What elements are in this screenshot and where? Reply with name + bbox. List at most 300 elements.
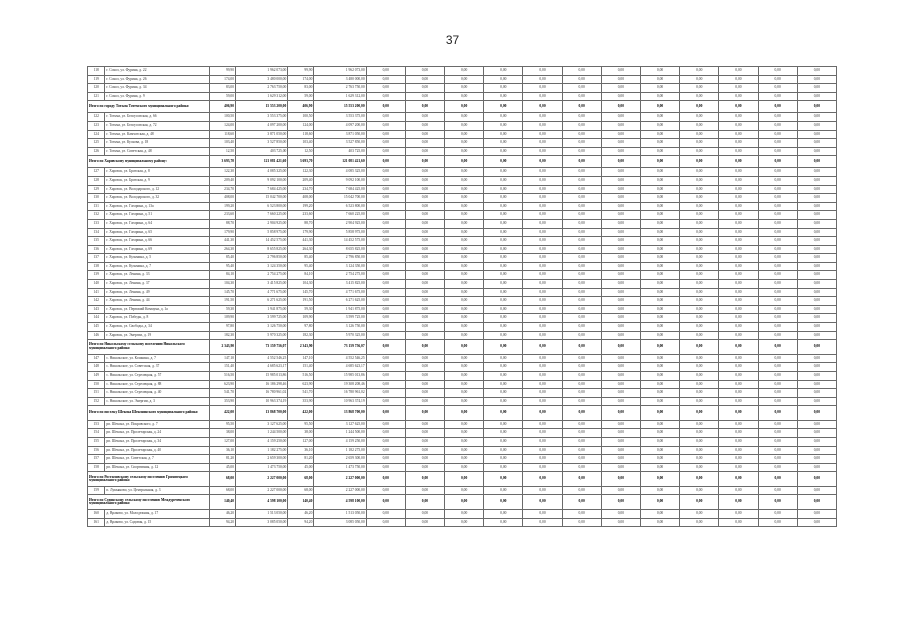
zero-value-cell: 0,00: [797, 194, 836, 203]
zero-value-cell: 0,00: [562, 185, 601, 194]
area-cell: 103,40: [209, 139, 235, 148]
zero-value-cell: 0,00: [640, 363, 679, 372]
zero-value-cell: 0,00: [562, 472, 601, 487]
zero-value-cell: 0,00: [445, 84, 484, 93]
area-total-cell: 46,20: [288, 509, 314, 518]
zero-value-cell: 0,00: [484, 130, 523, 139]
zero-value-cell: 0,00: [445, 168, 484, 177]
zero-value-cell: 0,00: [601, 185, 640, 194]
zero-value-cell: 0,00: [758, 340, 797, 355]
zero-value-cell: 0,00: [562, 455, 601, 464]
row-number-cell: 121: [88, 92, 105, 101]
zero-value-cell: 0,00: [484, 228, 523, 237]
zero-value-cell: 0,00: [484, 314, 523, 323]
row-number-cell: 136: [88, 245, 105, 254]
zero-value-cell: 0,00: [719, 340, 758, 355]
zero-value-cell: 0,00: [405, 176, 444, 185]
zero-value-cell: 0,00: [797, 121, 836, 130]
table-row: [88, 168, 837, 177]
zero-value-cell: 0,00: [758, 211, 797, 220]
cost-cell: 4 552 546,25: [236, 354, 288, 363]
zero-value-cell: 0,00: [366, 262, 405, 271]
area-cell: 124,00: [209, 121, 235, 130]
table-body: [88, 67, 837, 527]
zero-value-cell: 0,00: [601, 202, 640, 211]
area-cell: 140,40: [209, 495, 235, 510]
zero-value-cell: 0,00: [797, 211, 836, 220]
area-cell: 85,40: [209, 254, 235, 263]
zero-value-cell: 0,00: [797, 420, 836, 429]
zero-value-cell: 0,00: [445, 176, 484, 185]
zero-value-cell: 0,00: [484, 354, 523, 363]
table-row: [88, 429, 837, 438]
zero-value-cell: 0,00: [405, 237, 444, 246]
zero-value-cell: 0,00: [445, 194, 484, 203]
zero-value-cell: 0,00: [445, 297, 484, 306]
zero-value-cell: 0,00: [797, 156, 836, 168]
zero-value-cell: 0,00: [405, 288, 444, 297]
zero-value-cell: 0,00: [719, 202, 758, 211]
zero-value-cell: 0,00: [405, 340, 444, 355]
zero-value-cell: 0,00: [445, 486, 484, 495]
zero-value-cell: 0,00: [562, 509, 601, 518]
zero-value-cell: 0,00: [484, 495, 523, 510]
table-row: [88, 147, 837, 156]
area-total-cell: 408,00: [288, 194, 314, 203]
area-total-cell: 95,40: [288, 262, 314, 271]
zero-value-cell: 0,00: [366, 156, 405, 168]
zero-value-cell: 0,00: [562, 113, 601, 122]
zero-value-cell: 0,00: [366, 323, 405, 332]
zero-value-cell: 0,00: [366, 509, 405, 518]
zero-value-cell: 0,00: [758, 121, 797, 130]
zero-value-cell: 0,00: [758, 202, 797, 211]
row-number-cell: 130: [88, 194, 105, 203]
zero-value-cell: 0,00: [445, 262, 484, 271]
zero-value-cell: 0,00: [484, 297, 523, 306]
zero-value-cell: 0,00: [758, 262, 797, 271]
address-cell: г. Харовск, ул. Ленина, д. 49: [105, 288, 210, 297]
zero-value-cell: 0,00: [523, 121, 562, 130]
zero-value-cell: 0,00: [484, 323, 523, 332]
address-cell: г. Тотьма, ул. Белоусовская, д. 72: [105, 121, 210, 130]
zero-value-cell: 0,00: [562, 245, 601, 254]
zero-value-cell: 0,00: [640, 297, 679, 306]
zero-value-cell: 0,00: [601, 340, 640, 355]
zero-value-cell: 0,00: [719, 323, 758, 332]
zero-value-cell: 0,00: [445, 455, 484, 464]
zero-value-cell: 0,00: [405, 113, 444, 122]
table-row: [88, 389, 837, 398]
zero-value-cell: 0,00: [758, 305, 797, 314]
zero-value-cell: 0,00: [523, 495, 562, 510]
zero-value-cell: 0,00: [719, 194, 758, 203]
zero-value-cell: 0,00: [523, 237, 562, 246]
area-cell: 408,00: [209, 194, 235, 203]
zero-value-cell: 0,00: [797, 185, 836, 194]
zero-value-cell: 0,00: [640, 84, 679, 93]
zero-value-cell: 0,00: [366, 518, 405, 527]
zero-value-cell: 0,00: [640, 271, 679, 280]
zero-value-cell: 0,00: [484, 202, 523, 211]
zero-value-cell: 0,00: [562, 211, 601, 220]
zero-value-cell: 0,00: [797, 271, 836, 280]
zero-value-cell: 0,00: [562, 305, 601, 314]
area-total-cell: 406,90: [288, 101, 314, 113]
zero-value-cell: 0,00: [758, 194, 797, 203]
zero-value-cell: 0,00: [366, 202, 405, 211]
area-total-cell: 109,90: [288, 314, 314, 323]
area-cell: 191,50: [209, 297, 235, 306]
zero-value-cell: 0,00: [758, 139, 797, 148]
zero-value-cell: 0,00: [601, 67, 640, 76]
zero-value-cell: 0,00: [719, 420, 758, 429]
zero-value-cell: 0,00: [758, 455, 797, 464]
zero-value-cell: 0,00: [405, 147, 444, 156]
table-row: [88, 139, 837, 148]
zero-value-cell: 0,00: [680, 245, 719, 254]
zero-value-cell: 0,00: [797, 305, 836, 314]
area-total-cell: 3 693,70: [288, 156, 314, 168]
zero-value-cell: 0,00: [680, 305, 719, 314]
address-cell: рп. Шексна, ул. Спортивная, д. 12: [105, 463, 210, 472]
zero-value-cell: 0,00: [366, 437, 405, 446]
cost-total-cell: 1 629 312,00: [314, 92, 366, 101]
zero-value-cell: 0,00: [523, 314, 562, 323]
zero-value-cell: 0,00: [680, 331, 719, 340]
zero-value-cell: 0,00: [366, 254, 405, 263]
zero-value-cell: 0,00: [758, 420, 797, 429]
zero-value-cell: 0,00: [445, 420, 484, 429]
area-total-cell: 12,50: [288, 147, 314, 156]
zero-value-cell: 0,00: [445, 495, 484, 510]
subtotal-row: [88, 406, 837, 421]
zero-value-cell: 0,00: [719, 437, 758, 446]
zero-value-cell: 0,00: [758, 406, 797, 421]
zero-value-cell: 0,00: [405, 67, 444, 76]
zero-value-cell: 0,00: [405, 363, 444, 372]
area-cell: 68,00: [209, 486, 235, 495]
zero-value-cell: 0,00: [445, 463, 484, 472]
zero-value-cell: 0,00: [640, 518, 679, 527]
zero-value-cell: 0,00: [484, 185, 523, 194]
zero-value-cell: 0,00: [523, 297, 562, 306]
zero-value-cell: 0,00: [680, 297, 719, 306]
zero-value-cell: 0,00: [523, 406, 562, 421]
zero-value-cell: 0,00: [366, 245, 405, 254]
area-cell: 36,10: [209, 446, 235, 455]
zero-value-cell: 0,00: [758, 67, 797, 76]
area-total-cell: 233,60: [288, 211, 314, 220]
zero-value-cell: 0,00: [366, 280, 405, 289]
zero-value-cell: 0,00: [484, 84, 523, 93]
table-row: [88, 305, 837, 314]
zero-value-cell: 0,00: [680, 67, 719, 76]
cost-total-cell: 2 796 850,00: [314, 254, 366, 263]
address-cell: г. Сокол, ул. Фурина, д. 9: [105, 92, 210, 101]
zero-value-cell: 0,00: [719, 211, 758, 220]
zero-value-cell: 0,00: [719, 262, 758, 271]
zero-value-cell: 0,00: [523, 262, 562, 271]
subtotal-row: [88, 340, 837, 355]
address-cell: г. Харовск, ул. Ленина, д. 33: [105, 271, 210, 280]
cost-cell: 2 763 750,00: [236, 84, 288, 93]
table-row: [88, 245, 837, 254]
zero-value-cell: 0,00: [680, 340, 719, 355]
zero-value-cell: 0,00: [484, 420, 523, 429]
zero-value-cell: 0,00: [758, 397, 797, 406]
zero-value-cell: 0,00: [366, 228, 405, 237]
zero-value-cell: 0,00: [445, 75, 484, 84]
zero-value-cell: 0,00: [758, 380, 797, 389]
address-cell: с. Никольское, ул. Кошкина, д. 7: [105, 354, 210, 363]
subtotal-label: Итого по городу Тотьма Тотемского муниципального района:: [88, 101, 210, 113]
zero-value-cell: 0,00: [445, 254, 484, 263]
area-cell: 422,00: [209, 406, 235, 421]
zero-value-cell: 0,00: [562, 194, 601, 203]
zero-value-cell: 0,00: [758, 168, 797, 177]
zero-value-cell: 0,00: [758, 92, 797, 101]
zero-value-cell: 0,00: [405, 455, 444, 464]
zero-value-cell: 0,00: [680, 176, 719, 185]
zero-value-cell: 0,00: [562, 75, 601, 84]
zero-value-cell: 0,00: [523, 288, 562, 297]
zero-value-cell: 0,00: [405, 168, 444, 177]
area-total-cell: 59,00: [288, 92, 314, 101]
zero-value-cell: 0,00: [797, 113, 836, 122]
zero-value-cell: 0,00: [797, 446, 836, 455]
zero-value-cell: 0,00: [445, 202, 484, 211]
zero-value-cell: 0,00: [640, 130, 679, 139]
zero-value-cell: 0,00: [484, 262, 523, 271]
zero-value-cell: 0,00: [797, 75, 836, 84]
cost-total-cell: 4 685 623,17: [314, 363, 366, 372]
zero-value-cell: 0,00: [680, 420, 719, 429]
zero-value-cell: 0,00: [366, 455, 405, 464]
zero-value-cell: 0,00: [640, 354, 679, 363]
area-total-cell: 68,00: [288, 472, 314, 487]
address-cell: г. Харовск, ул. Победы, д. 8: [105, 314, 210, 323]
zero-value-cell: 0,00: [562, 92, 601, 101]
cost-cell: 10 963 374,19: [236, 397, 288, 406]
zero-value-cell: 0,00: [719, 92, 758, 101]
zero-value-cell: 0,00: [758, 495, 797, 510]
zero-value-cell: 0,00: [405, 429, 444, 438]
cost-cell: 16 186 298,46: [236, 380, 288, 389]
zero-value-cell: 0,00: [719, 397, 758, 406]
zero-value-cell: 0,00: [719, 331, 758, 340]
zero-value-cell: 0,00: [640, 245, 679, 254]
zero-value-cell: 0,00: [366, 371, 405, 380]
zero-value-cell: 0,00: [484, 446, 523, 455]
zero-value-cell: 0,00: [601, 245, 640, 254]
zero-value-cell: 0,00: [523, 280, 562, 289]
cost-total-cell: 8 655 825,00: [314, 245, 366, 254]
area-cell: 182,30: [209, 331, 235, 340]
cost-cell: 4 598 100,00: [236, 495, 288, 510]
zero-value-cell: 0,00: [758, 147, 797, 156]
zero-value-cell: 0,00: [719, 245, 758, 254]
zero-value-cell: 0,00: [562, 176, 601, 185]
zero-value-cell: 0,00: [640, 314, 679, 323]
zero-value-cell: 0,00: [523, 92, 562, 101]
zero-value-cell: 0,00: [366, 463, 405, 472]
zero-value-cell: 0,00: [680, 288, 719, 297]
zero-value-cell: 0,00: [758, 323, 797, 332]
zero-value-cell: 0,00: [445, 130, 484, 139]
zero-value-cell: 0,00: [719, 254, 758, 263]
row-number-cell: 160: [88, 509, 105, 518]
zero-value-cell: 0,00: [601, 176, 640, 185]
cost-total-cell: 5 970 325,00: [314, 331, 366, 340]
zero-value-cell: 0,00: [523, 363, 562, 372]
table-row: [88, 271, 837, 280]
row-number-cell: 118: [88, 67, 105, 76]
zero-value-cell: 0,00: [523, 340, 562, 355]
area-total-cell: 179,90: [288, 228, 314, 237]
table-row: [88, 92, 837, 101]
cost-total-cell: 73 159 756,07: [314, 340, 366, 355]
zero-value-cell: 0,00: [680, 219, 719, 228]
row-number-cell: 128: [88, 176, 105, 185]
zero-value-cell: 0,00: [405, 305, 444, 314]
table-row: [88, 211, 837, 220]
zero-value-cell: 0,00: [601, 280, 640, 289]
zero-value-cell: 0,00: [758, 185, 797, 194]
zero-value-cell: 0,00: [680, 406, 719, 421]
row-number-cell: 154: [88, 429, 105, 438]
zero-value-cell: 0,00: [719, 472, 758, 487]
zero-value-cell: 0,00: [445, 331, 484, 340]
zero-value-cell: 0,00: [797, 219, 836, 228]
zero-value-cell: 0,00: [366, 363, 405, 372]
cost-cell: 403 725,00: [236, 147, 288, 156]
zero-value-cell: 0,00: [562, 228, 601, 237]
cost-total-cell: 4 097 200,00: [314, 121, 366, 130]
zero-value-cell: 0,00: [680, 389, 719, 398]
cost-cell: 9 092 100,00: [236, 176, 288, 185]
zero-value-cell: 0,00: [719, 509, 758, 518]
zero-value-cell: 0,00: [719, 363, 758, 372]
area-cell: 94,20: [209, 518, 235, 527]
zero-value-cell: 0,00: [445, 314, 484, 323]
zero-value-cell: 0,00: [797, 262, 836, 271]
zero-value-cell: 0,00: [484, 271, 523, 280]
row-number-cell: 135: [88, 237, 105, 246]
zero-value-cell: 0,00: [562, 130, 601, 139]
zero-value-cell: 0,00: [601, 518, 640, 527]
address-cell: г. Харовск, ул. Гагарина, д. 65: [105, 228, 210, 237]
zero-value-cell: 0,00: [601, 121, 640, 130]
zero-value-cell: 0,00: [719, 486, 758, 495]
area-cell: 95,40: [209, 262, 235, 271]
zero-value-cell: 0,00: [445, 323, 484, 332]
zero-value-cell: 0,00: [405, 495, 444, 510]
zero-value-cell: 0,00: [523, 380, 562, 389]
zero-value-cell: 0,00: [719, 314, 758, 323]
zero-value-cell: 0,00: [405, 84, 444, 93]
zero-value-cell: 0,00: [523, 228, 562, 237]
zero-value-cell: 0,00: [601, 139, 640, 148]
cost-total-cell: 3 480 000,00: [314, 75, 366, 84]
zero-value-cell: 0,00: [797, 176, 836, 185]
zero-value-cell: 0,00: [562, 323, 601, 332]
zero-value-cell: 0,00: [601, 437, 640, 446]
cost-total-cell: 3 085 050,00: [314, 518, 366, 527]
subtotal-row: [88, 495, 837, 510]
zero-value-cell: 0,00: [797, 331, 836, 340]
zero-value-cell: 0,00: [680, 429, 719, 438]
cost-cell: 8 655 825,00: [236, 245, 288, 254]
zero-value-cell: 0,00: [366, 297, 405, 306]
zero-value-cell: 0,00: [758, 130, 797, 139]
zero-value-cell: 0,00: [758, 288, 797, 297]
zero-value-cell: 0,00: [680, 211, 719, 220]
zero-value-cell: 0,00: [366, 168, 405, 177]
zero-value-cell: 0,00: [719, 406, 758, 421]
zero-value-cell: 0,00: [601, 288, 640, 297]
area-total-cell: 94,20: [288, 518, 314, 527]
zero-value-cell: 0,00: [562, 429, 601, 438]
zero-value-cell: 0,00: [523, 219, 562, 228]
table-row: [88, 228, 837, 237]
zero-value-cell: 0,00: [640, 380, 679, 389]
area-cell: 209,40: [209, 176, 235, 185]
address-cell: рп. Шексна, ул. Пролетарская, д. 24: [105, 429, 210, 438]
zero-value-cell: 0,00: [405, 245, 444, 254]
zero-value-cell: 0,00: [445, 371, 484, 380]
zero-value-cell: 0,00: [484, 509, 523, 518]
zero-value-cell: 0,00: [797, 406, 836, 421]
zero-value-cell: 0,00: [601, 228, 640, 237]
cost-cell: 3 085 050,00: [236, 518, 288, 527]
area-cell: 45,00: [209, 463, 235, 472]
zero-value-cell: 0,00: [366, 314, 405, 323]
subtotal-row: [88, 156, 837, 168]
zero-value-cell: 0,00: [680, 518, 719, 527]
cost-total-cell: 3 527 850,00: [314, 139, 366, 148]
zero-value-cell: 0,00: [366, 237, 405, 246]
zero-value-cell: 0,00: [484, 67, 523, 76]
zero-value-cell: 0,00: [680, 75, 719, 84]
zero-value-cell: 0,00: [680, 363, 719, 372]
zero-value-cell: 0,00: [366, 219, 405, 228]
zero-value-cell: 0,00: [445, 406, 484, 421]
zero-value-cell: 0,00: [445, 101, 484, 113]
area-cell: 84,10: [209, 271, 235, 280]
zero-value-cell: 0,00: [445, 237, 484, 246]
zero-value-cell: 0,00: [484, 92, 523, 101]
address-cell: г. Харовск, ул. Гагарина, д. 13а: [105, 202, 210, 211]
zero-value-cell: 0,00: [405, 437, 444, 446]
zero-value-cell: 0,00: [601, 297, 640, 306]
zero-value-cell: 0,00: [797, 297, 836, 306]
zero-value-cell: 0,00: [405, 463, 444, 472]
table-row: [88, 331, 837, 340]
cost-cell: 1 513 050,00: [236, 509, 288, 518]
zero-value-cell: 0,00: [405, 331, 444, 340]
cost-cell: 4 085 325,00: [236, 168, 288, 177]
zero-value-cell: 0,00: [366, 495, 405, 510]
zero-value-cell: 0,00: [445, 472, 484, 487]
area-cell: 147,10: [209, 354, 235, 363]
cost-total-cell: 4 771 675,00: [314, 288, 366, 297]
address-cell: г. Харовск, ул. Володарского, д. 32: [105, 194, 210, 203]
zero-value-cell: 0,00: [680, 280, 719, 289]
address-cell: д. Враково, ул. Молодежная, д. 17: [105, 509, 210, 518]
zero-value-cell: 0,00: [366, 486, 405, 495]
zero-value-cell: 0,00: [523, 185, 562, 194]
